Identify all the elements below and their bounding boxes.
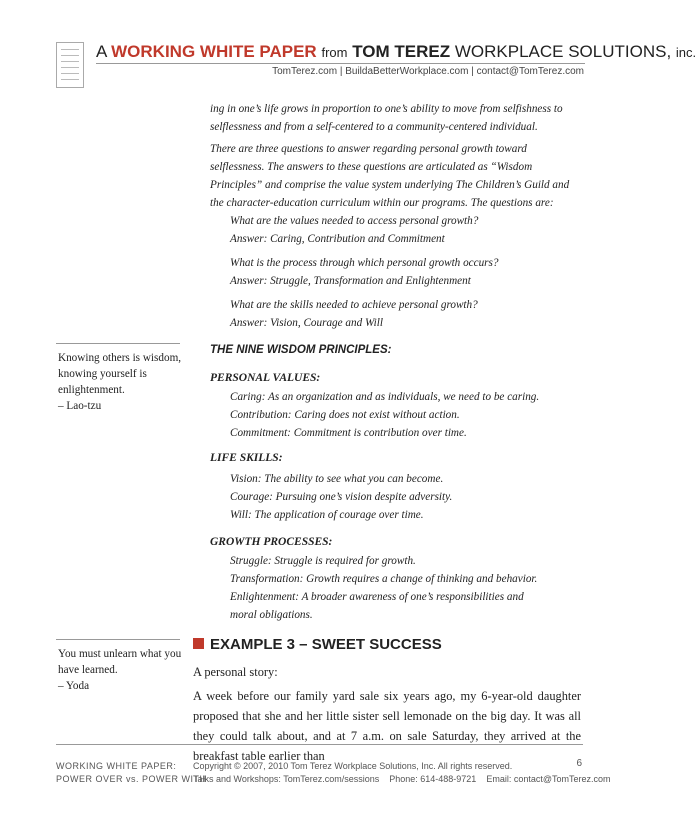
quote-text: You must unlearn what you have learned.	[58, 648, 182, 676]
quote-author: – Yoda	[58, 680, 90, 692]
value-caring: Caring: As an organization and as individuals, we need to be caring.	[230, 391, 540, 403]
value-contribution: Contribution: Caring does not exist without action.	[230, 409, 460, 421]
skill-vision: Vision: The ability to see what you can become.	[230, 473, 444, 485]
question-1: What are the values needed to access personal growth?	[230, 215, 479, 227]
sidebar-rule-2	[56, 639, 180, 640]
answer-2: Answer: Struggle, Transformation and Enlightenment	[230, 275, 471, 287]
example-heading: EXAMPLE 3 – SWEET SUCCESS	[193, 636, 442, 653]
sidebar-quote-2	[58, 646, 183, 694]
growth-processes-heading: GROWTH PROCESSES:	[210, 536, 333, 548]
footer-left: WORKING WHITE PAPER: POWER OVER vs. POWER WITH	[56, 761, 207, 784]
answer-1: Answer: Caring, Contribution and Commitment	[230, 233, 445, 245]
story-paragraph: A week before our family yard sale six years ago, my 6-year-old daughter proposed that she and her little sister sell lemonade on the big day. It was all they could talk about, and at 7 a.m. on sale Saturday, they arrived at the breakfast table earlier than	[193, 689, 581, 763]
quote-author: – Lao-tzu	[58, 400, 102, 412]
header-title: A WORKING WHITE PAPER from TOM TEREZ WORKPLACE SOLUTIONS, inc.	[96, 42, 696, 61]
value-commitment: Commitment: Commitment is contribution over time.	[230, 427, 467, 439]
footer-rule	[56, 744, 583, 745]
page-number: 6	[576, 758, 582, 769]
paragraph-2: There are three questions to answer regarding personal growth toward selflessness. The answers to these questions are articulated as “Wisdom Principles” and comprise the value system underlying The Children’s Guild and the character-education curriculum within our programs. The questions are:	[210, 143, 570, 209]
growth-transformation: Transformation: Growth requires a change of thinking and behavior.	[230, 573, 538, 585]
quote-text: Knowing others is wisdom, knowing yourself is enlightenment.	[58, 352, 182, 396]
question-3: What are the skills needed to achieve personal growth?	[230, 299, 478, 311]
red-square-icon	[193, 638, 204, 649]
answer-3: Answer: Vision, Courage and Will	[230, 317, 383, 329]
header-rule	[96, 63, 585, 64]
skill-courage: Courage: Pursuing one’s vision despite adversity.	[230, 491, 453, 503]
header-links: TomTerez.com | BuildaBetterWorkplace.com | contact@TomTerez.com	[272, 66, 584, 77]
growth-enlightenment: Enlightenment: A broader awareness of one’s responsibilities and moral obligations.	[230, 591, 524, 621]
nine-principles-heading: THE NINE WISDOM PRINCIPLES:	[210, 344, 392, 356]
document-icon	[56, 42, 84, 88]
paragraph-1: ing in one’s life grows in proportion to one’s ability to move from selfishness to selflessness and from a self-centered to a community-centered individual.	[210, 103, 563, 133]
footer-copyright: Copyright © 2007, 2010 Tom Terez Workplace Solutions, Inc. All rights reserved. Talks and Workshops: TomTerez.com/sessions Phone: 614-488-9721 Email: contact@TomTerez.com	[193, 761, 611, 784]
question-2: What is the process through which personal growth occurs?	[230, 257, 499, 269]
story-intro: A personal story:	[193, 665, 278, 679]
sidebar-rule-1	[56, 343, 180, 344]
skill-will: Will: The application of courage over time.	[230, 509, 424, 521]
sidebar-quote-1	[58, 350, 183, 414]
personal-values-heading: PERSONAL VALUES:	[210, 372, 321, 384]
growth-struggle: Struggle: Struggle is required for growth.	[230, 555, 416, 567]
life-skills-heading: LIFE SKILLS:	[210, 452, 283, 464]
